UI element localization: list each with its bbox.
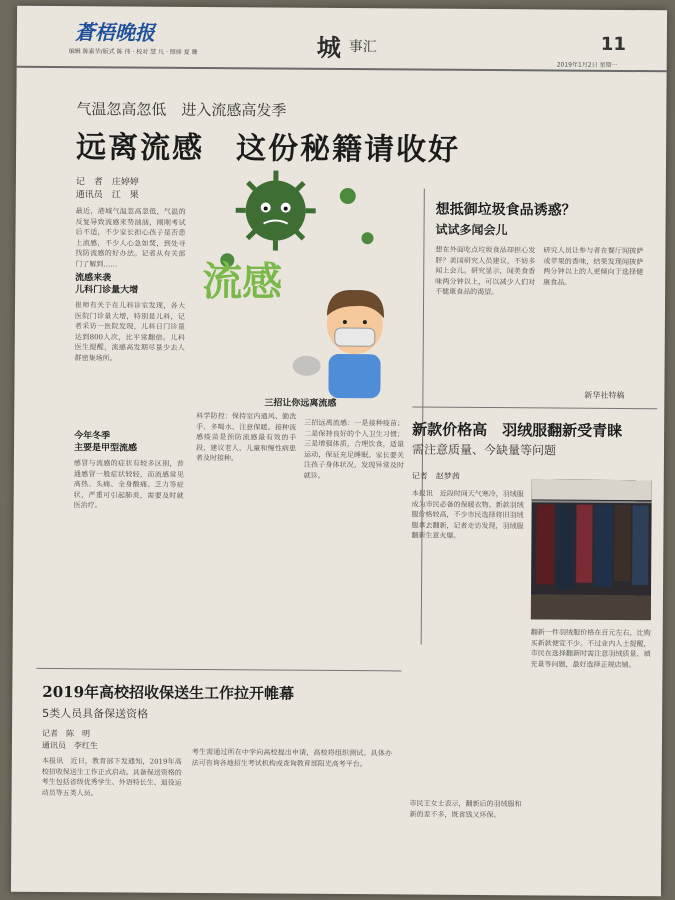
section-name: 城 (316, 32, 341, 63)
lead-subhead-2 (74, 430, 184, 455)
lead-headline: 远离流感 这份秘籍请收好 (75, 130, 461, 168)
newspaper-logo: 蒼梧晚报 (74, 20, 155, 45)
virus-child-illustration (196, 165, 418, 407)
staff-line: 编辑 陈素华/版式 陈 伟 · 校对 慧 凡 · 照排 夏 姗 (68, 48, 198, 57)
lead-kicker: 气温忽高忽低 进入流感高发季 (76, 100, 287, 120)
jacket-rack-image (531, 479, 652, 620)
article4-col-1: 本报讯 近日，教育部下发通知，2019年高校招收保送生工作正式启动。具备保送资格的考生包括省级优秀学生、外语特长生、退役运动员等五类人员。 (41, 756, 182, 797)
issue-date: 2019年1月2日 星期一 (556, 61, 618, 69)
flu-illustration (196, 165, 418, 407)
lead-col-5: 三招远离流感：一是接种疫苗；二是保持良好的个人卫生习惯；三是增强体质，合理饮食，适量运动，保证充足睡眠。家长要关注孩子身体状况，发现异常及时就诊。 (303, 418, 405, 480)
article3-byline: 记者 赵梦茜 (411, 471, 460, 481)
lead-subhead-2b: 主要是甲型流感 (73, 443, 138, 454)
lead-col-4: 科学防控：保持室内通风、勤洗手、多喝水、注意保暖。接种流感疫苗是预防流感最有效的手段，建议老人、儿童和慢性病患者及时接种。 (195, 412, 297, 463)
article2-headline: 想抵御垃圾食品诱惑？ (435, 201, 576, 219)
illustration-text: 流感 (202, 258, 283, 306)
section-divider (412, 407, 657, 410)
article3-headline: 新款价格高 羽绒服翻新受青睐 (412, 420, 623, 440)
lead-subhead-1a: 流感来袭 (75, 273, 112, 284)
article3-col-1: 本报讯 近段时间天气寒冷，羽绒服成为市民必备的保暖衣物。新款羽绒服价格较高，不少市民选择将旧羽绒服拿去翻新，记者走访发现，羽绒服翻新生意火爆。 (411, 489, 524, 540)
lead-subhead-1 (75, 272, 185, 297)
lead-byline-reporter: 记 者 庄婷婷 (75, 177, 139, 188)
lead-byline-correspondent: 通讯员 江 果 (75, 190, 139, 201)
article2-col-2: 研究人员让参与者在餐厅闻披萨或苹果的香味，结果发现闻披萨两分钟以上的人更倾向于选择健康食品。 (543, 246, 644, 287)
article2-col-1: 想在外面吃点垃圾食品却担心发胖？美国研究人员建议，不妨多闻上会儿。研究显示，闻美食香味两分钟以上，可以减少人们对不健康食品的渴望。 (435, 245, 536, 297)
article2-source: 新华社特稿 (584, 390, 625, 400)
lead-col-2: 崔师有关于在儿科诊室发现，各大医院门诊量大增，特别是儿科，记者采访一医院发现，儿科日门诊量达到800人次，比平常翻倍。儿科医生提醒，流感高发期尽量少去人群密集场所。 (74, 301, 186, 362)
article4-col-2: 考生需通过所在中学向高校提出申请，高校将组织测试。具体办法可咨询各地招生考试机构或查询教育部阳光高考平台。 (191, 747, 392, 768)
lead-col-3: 感冒与流感的症状有较多区别，普通感冒一般症状较轻，而流感常见高热、头痛、全身酸痛、乏力等症状，严重可引起肺炎，需要及时就医治疗。 (73, 459, 184, 510)
bottom-divider (36, 668, 401, 672)
article3-col-2: 翻新一件羽绒服价格在百元左右，比购买新款便宜不少。不过业内人士提醒，市民在选择翻新时需注意羽绒质量、填充量等问题，最好选择正规店铺。 (530, 628, 651, 669)
article4-byline (42, 728, 98, 752)
lead-subhead-2a: 今年冬季 (74, 431, 111, 442)
article4-byline-reporter: 记者 陈 明 (41, 728, 91, 739)
masked-child-icon (292, 290, 384, 399)
newspaper-page (11, 6, 667, 897)
lead-subhead-3: 三招让你远离流感 (264, 398, 337, 409)
article4-headline: 2019年高校招收保送生工作拉开帷幕 (42, 682, 295, 703)
article2-subhead: 试试多闻会儿 (435, 222, 508, 238)
virus-icon (235, 170, 316, 251)
lead-subhead-1b: 儿科门诊量大增 (75, 285, 139, 296)
lead-col-1: 最近，港城气温忽高忽低，气温的反复导致流感来势汹汹，刚刚考试后不适，不少家长担心孩子是否患上流感，不少人心急如焚，到处寻找防流感的好办法。记者从有关部门了解到…… (75, 207, 186, 268)
article4-byline-correspondent: 通讯员 李红生 (41, 740, 98, 751)
masthead (17, 6, 667, 73)
page-number: 11 (600, 33, 626, 55)
article4-subhead: 5类人员具备保送资格 (42, 706, 149, 721)
down-jacket-photo (531, 479, 652, 620)
article3-col-3: 市民王女士表示，翻新后的羽绒服和新的差不多，既省钱又环保。 (409, 799, 522, 819)
article3-subhead: 需注意质量、今缺量等问题 (411, 442, 557, 458)
lead-byline (76, 176, 139, 202)
section-subname: 事汇 (348, 39, 377, 56)
